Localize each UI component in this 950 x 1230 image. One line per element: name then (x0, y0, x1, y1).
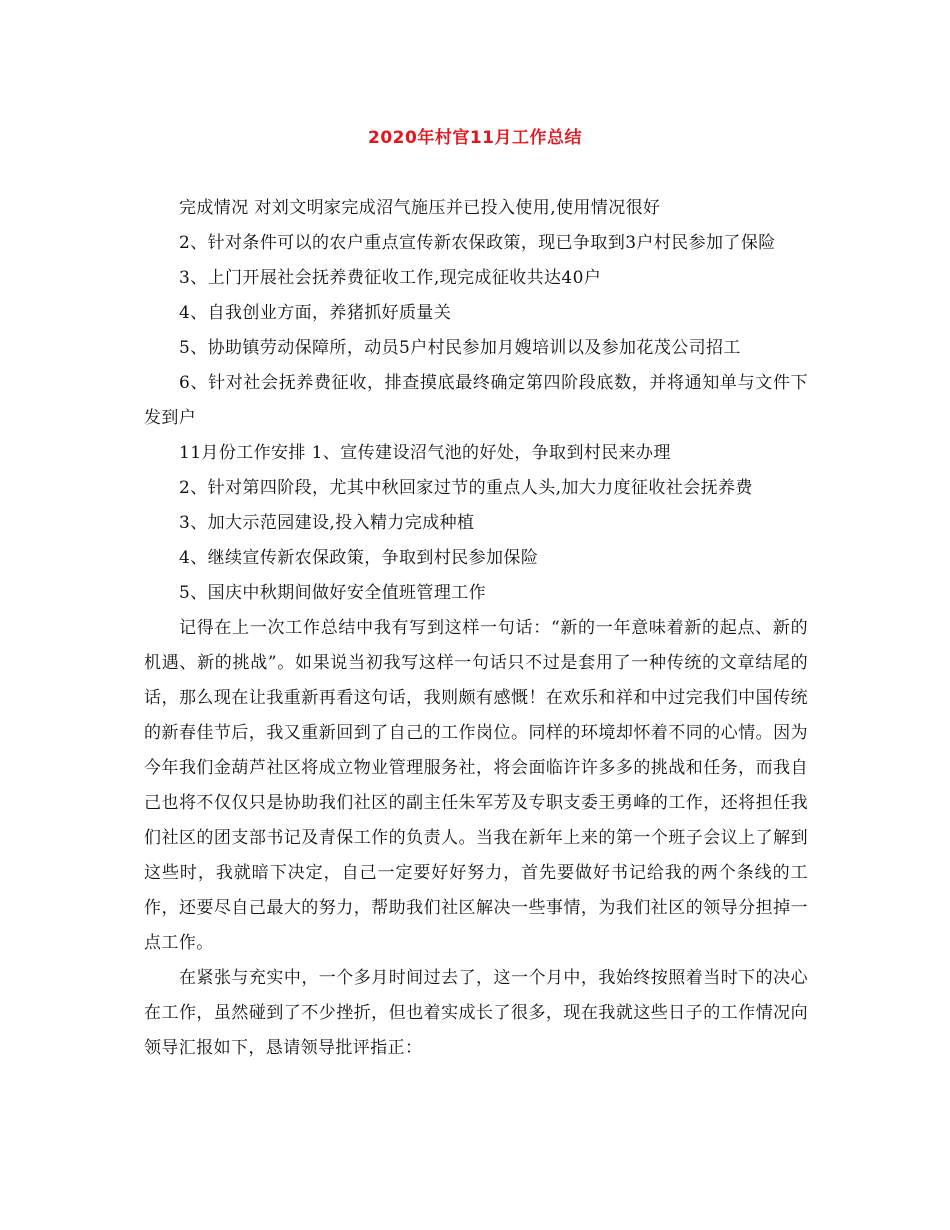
paragraph-13: 在紧张与充实中，一个多月时间过去了，这一个月中，我始终按照着当时下的决心在工作，虽然碰到了不少挫折，但也着实成长了很多，现在我就这些日子的工作情况向领导汇报如下，恳请领导批评指正： (144, 968, 808, 1058)
paragraph-4: 4、自我创业方面，养猪抓好质量关 (179, 303, 452, 323)
paragraph-2: 2、针对条件可以的农户重点宣传新农保政策，现已争取到3户村民参加了保险 (179, 233, 776, 253)
paragraph-9: 3、加大示范园建设,投入精力完成种植 (179, 513, 475, 533)
paragraph-3: 3、上门开展社会抚养费征收工作,现完成征收共达40户 (179, 268, 602, 288)
paragraph-1: 完成情况 对刘文明家完成沼气施压并已投入使用,使用情况很好 (179, 198, 661, 218)
paragraph-5: 5、协助镇劳动保障所，动员5户村民参加月嫂培训以及参加花茂公司招工 (179, 338, 741, 358)
paragraph-7: 11月份工作安排 1、宣传建设沼气池的好处，争取到村民来办理 (179, 443, 671, 463)
document-body (144, 191, 808, 1066)
document-title: 2020年村官11月工作总结 (368, 128, 582, 148)
paragraph-8: 2、针对第四阶段，尤其中秋回家过节的重点人头,加大力度征收社会抚养费 (179, 478, 753, 498)
paragraph-10: 4、继续宣传新农保政策，争取到村民参加保险 (179, 548, 539, 568)
paragraph-11: 5、国庆中秋期间做好安全值班管理工作 (179, 583, 487, 603)
paragraph-6: 6、针对社会抚养费征收，排查摸底最终确定第四阶段底数，并将通知单与文件下发到户 (144, 373, 808, 428)
paragraph-12: 记得在上一次工作总结中我有写到这样一句话：“新的一年意味着新的起点、新的机遇、新的挑战”。如果说当初我写这样一句话只不过是套用了一种传统的文章结尾的话，那么现在让我重新再看这句话，我则颇有感慨！在欢乐和祥和中过完我们中国传统的新春佳节后，我又重新回到了自己的工作岗位。同样的环境却怀着不同的心情。因为今年我们金葫芦社区将成立物业管理服务社，将会面临许许多多的挑战和任务，而我自己也将不仅仅只是协助我们社区的副主任朱军芳及专职支委王勇峰的工作，还将担任我们社区的团支部书记及青保工作的负责人。当我在新年上来的第一个班子会议上了解到这些时，我就暗下决定，自己一定要好好努力，首先要做好书记给我的两个条线的工作，还要尽自己最大的努力，帮助我们社区解决一些事情，为我们社区的领导分担掉一点工作。 (144, 618, 808, 953)
